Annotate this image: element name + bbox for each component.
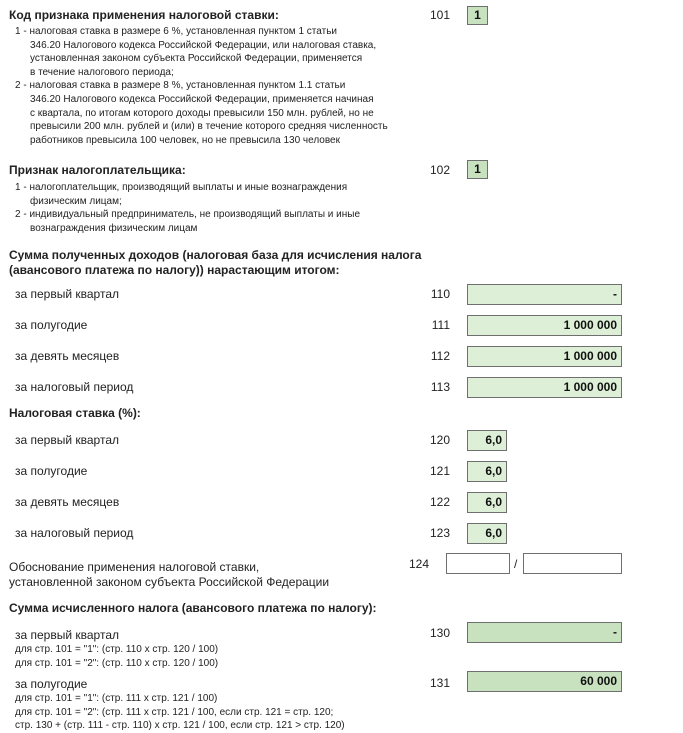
note-line: превысили 200 млн. рублей и (или) в течение которого средняя численность	[30, 121, 388, 133]
rate-q1-field[interactable]: 6,0	[467, 430, 507, 451]
income-q1-field[interactable]: -	[467, 284, 622, 305]
formula-line: стр. 130 + (стр. 111 - стр. 110) х стр. 121 / 100, если стр. 121 > стр. 120)	[15, 720, 345, 732]
section-101-title: Код признака применения налоговой ставки:	[9, 8, 279, 22]
note-line: в течение налогового периода;	[30, 66, 174, 78]
line-code-112: 112	[430, 349, 450, 363]
formula-line: для стр. 101 = "1": (стр. 111 х стр. 121 / 100)	[15, 693, 218, 704]
tax-rate-sign-field[interactable]: 1	[467, 6, 488, 25]
formula-line: для стр. 101 = "1": (стр. 110 х стр. 120 / 100)	[15, 644, 219, 655]
note-line: физическим лицам;	[30, 195, 122, 207]
formula-line: для стр. 101 = "2": (стр. 111 х стр. 121 / 100, если стр. 121 = стр. 120;	[15, 706, 334, 718]
note-line: 2 - налоговая ставка в размере 8 %, установленная пунктом 1.1 статьи	[15, 80, 346, 92]
line-code-130: 130	[429, 626, 450, 640]
line-code-113: 113	[430, 380, 450, 394]
formula-line: для стр. 101 = "2": (стр. 110 х стр. 120 / 100)	[15, 657, 219, 669]
rate-year-field[interactable]: 6,0	[467, 523, 507, 544]
line-code-111: 111	[431, 318, 450, 332]
income-year-field[interactable]: 1 000 000	[467, 377, 622, 398]
taxpayer-sign-field[interactable]: 1	[467, 160, 488, 179]
tax-h1-label: за полугодие	[15, 677, 88, 691]
rate-h1-label: за полугодие	[15, 464, 88, 478]
tax-h1-field[interactable]: 60 000	[467, 671, 622, 692]
income-year-label: за налоговый период	[15, 380, 134, 394]
note-line: 346.20 Налогового кодекса Российской Федерации, применяется начиная	[30, 93, 374, 105]
line-code-121: 121	[429, 464, 450, 478]
justification-separator: /	[514, 557, 518, 571]
line-code-123: 123	[429, 526, 450, 540]
note-line: 346.20 Налогового кодекса Российской Федерации, или налоговая ставка,	[30, 39, 377, 51]
note-line: 1 - налоговая ставка в размере 6 %, установленная пунктом 1 статьи	[15, 26, 337, 37]
income-9m-field[interactable]: 1 000 000	[467, 346, 622, 367]
rate-h1-field[interactable]: 6,0	[467, 461, 507, 482]
rate-q1-label: за первый квартал	[15, 433, 120, 447]
section-101-notes	[15, 25, 388, 147]
line-code-110: 110	[430, 287, 450, 301]
line-code-102: 102	[429, 163, 450, 177]
rate-9m-label: за девять месяцев	[15, 495, 120, 509]
rate-year-label: за налоговый период	[15, 526, 134, 540]
income-title: Сумма полученных доходов (налоговая база для исчисления налога	[9, 248, 422, 262]
line-code-131: 131	[429, 676, 450, 690]
tax-title: Сумма исчисленного налога (авансового платежа по налогу):	[9, 601, 377, 615]
section-102-notes	[15, 181, 360, 235]
note-line: установленная законом субъекта Российской Федерации, применяется	[30, 53, 363, 65]
line-code-124: 124	[408, 557, 429, 571]
note-line: с квартала, по итогам которого доходы превысили 150 млн. рублей, но не	[30, 107, 374, 119]
income-q1-label: за первый квартал	[15, 287, 120, 301]
tax-q1-notes	[15, 643, 218, 670]
justification-label: Обоснование применения налоговой ставки,	[9, 560, 260, 574]
line-code-120: 120	[429, 433, 450, 447]
justification-field-b[interactable]	[523, 553, 622, 574]
tax-h1-notes	[15, 692, 345, 733]
note-line: вознаграждения физическим лицам	[30, 222, 198, 234]
rate-title: Налоговая ставка (%):	[9, 406, 141, 420]
rate-9m-field[interactable]: 6,0	[467, 492, 507, 513]
tax-q1-field[interactable]: -	[467, 622, 622, 643]
note-line: 2 - индивидуальный предприниматель, не производящий выплаты и иные	[15, 209, 361, 221]
justification-label-line2: установленной законом субъекта Российской Федерации	[9, 575, 330, 589]
income-h1-label: за полугодие	[15, 318, 88, 332]
income-title-line2: (авансового платежа по налогу)) нарастающим итогом:	[9, 263, 340, 277]
income-9m-label: за девять месяцев	[15, 349, 120, 363]
justification-field-a[interactable]	[446, 553, 510, 574]
tax-q1-label: за первый квартал	[15, 628, 120, 642]
income-h1-field[interactable]: 1 000 000	[467, 315, 622, 336]
line-code-101: 101	[429, 8, 450, 22]
note-line: работников превысила 100 человек, но не превысила 130 человек	[30, 134, 340, 146]
note-line: 1 - налогоплательщик, производящий выплаты и иные вознаграждения	[15, 182, 348, 193]
section-102-title: Признак налогоплательщика:	[9, 163, 186, 177]
line-code-122: 122	[429, 495, 450, 509]
